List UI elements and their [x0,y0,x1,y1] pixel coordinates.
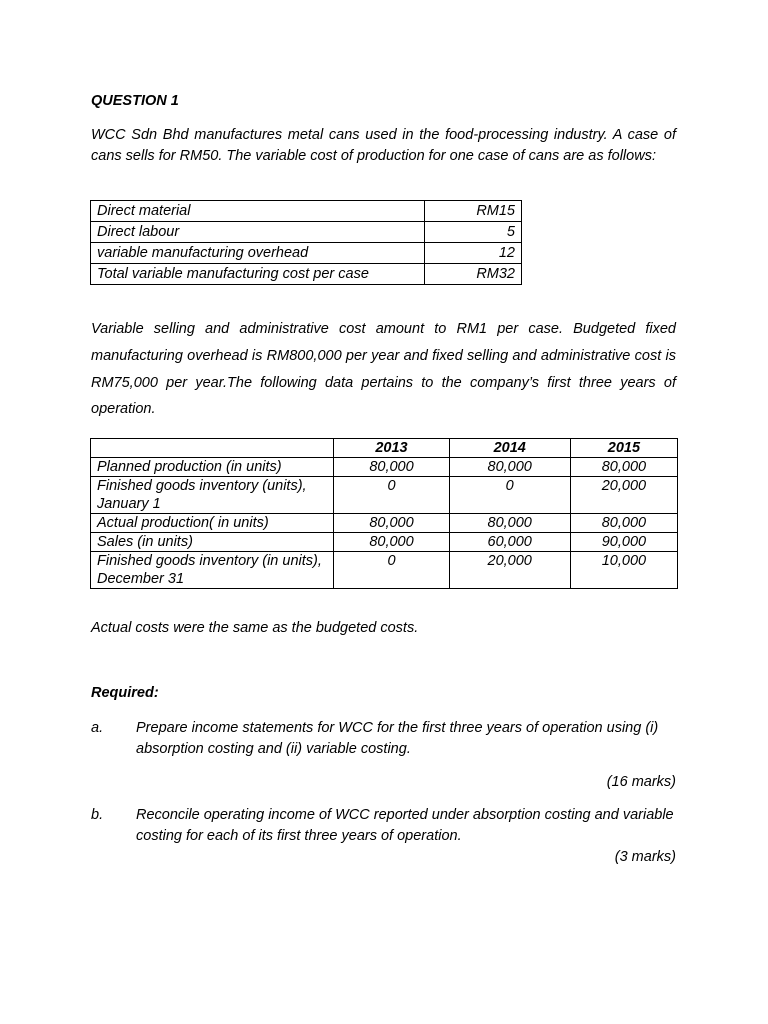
required-heading: Required: [91,685,159,701]
row-label: Finished goods inventory (in units), December 31 [91,552,334,589]
table-cell: 10,000 [570,552,677,589]
row-label: Sales (in units) [91,533,334,552]
cost-label: variable manufacturing overhead [91,243,425,264]
cost-label: Total variable manufacturing cost per case [91,264,425,285]
table-row [91,222,522,243]
column-header [91,439,334,458]
table-cell: 60,000 [449,533,570,552]
question-heading: QUESTION 1 [91,93,179,109]
cost-description-paragraph: Variable selling and administrative cost amount to RM1 per case. Budgeted fixed manufacturing overhead is RM800,000 per year and fixed selling and administrative cost is RM75,000 per year.The following data pertains to the company’s first three years of operation. [91,321,676,418]
operations-data-table [90,438,678,589]
cost-amount: 5 [425,222,522,243]
table-row [91,264,522,285]
variable-cost-table [90,200,522,285]
table-cell: 80,000 [334,514,449,533]
table-row [91,533,678,552]
table-cell: 20,000 [570,477,677,514]
table-cell: 0 [334,552,449,589]
cost-label: Direct labour [91,222,425,243]
table-cell: 80,000 [449,514,570,533]
item-b-marks: (3 marks) [614,849,676,865]
table-cell: 90,000 [570,533,677,552]
item-a-text: Prepare income statements for WCC for the first three years of operation using (i) absorption costing and (ii) variable costing. [136,720,659,757]
row-label: Actual production( in units) [91,514,334,533]
cost-amount: 12 [425,243,522,264]
row-label: Planned production (in units) [91,458,334,477]
intro-paragraph: WCC Sdn Bhd manufactures metal cans used in the food-processing industry. A case of cans sells for RM50. The variable cost of production for one case of cans are as follows: [91,127,676,164]
column-header-2013: 2013 [334,439,449,458]
table-cell: 80,000 [570,458,677,477]
item-b-text: Reconcile operating income of WCC reported under absorption costing and variable costing for each of its first three years of operation. [136,807,674,844]
cost-label: Direct material [91,201,425,222]
table-header-row [91,439,678,458]
row-label: Finished goods inventory (units), January 1 [91,477,334,514]
table-cell: 0 [449,477,570,514]
item-b-letter: b. [91,807,104,823]
table-row [91,458,678,477]
table-row [91,514,678,533]
table-cell: 80,000 [334,533,449,552]
item-a-letter: a. [91,720,104,736]
table-row [91,201,522,222]
table-cell: 0 [334,477,449,514]
column-header-2015: 2015 [570,439,677,458]
table-cell: 20,000 [449,552,570,589]
table-cell: 80,000 [334,458,449,477]
table-cell: 80,000 [570,514,677,533]
cost-amount: RM32 [425,264,522,285]
table-row [91,243,522,264]
actual-costs-note: Actual costs were the same as the budgeted costs. [91,620,419,636]
table-row [91,552,678,589]
table-row [91,477,678,514]
item-a-marks: (16 marks) [606,774,676,790]
cost-amount: RM15 [425,201,522,222]
column-header-2014: 2014 [449,439,570,458]
table-cell: 80,000 [449,458,570,477]
